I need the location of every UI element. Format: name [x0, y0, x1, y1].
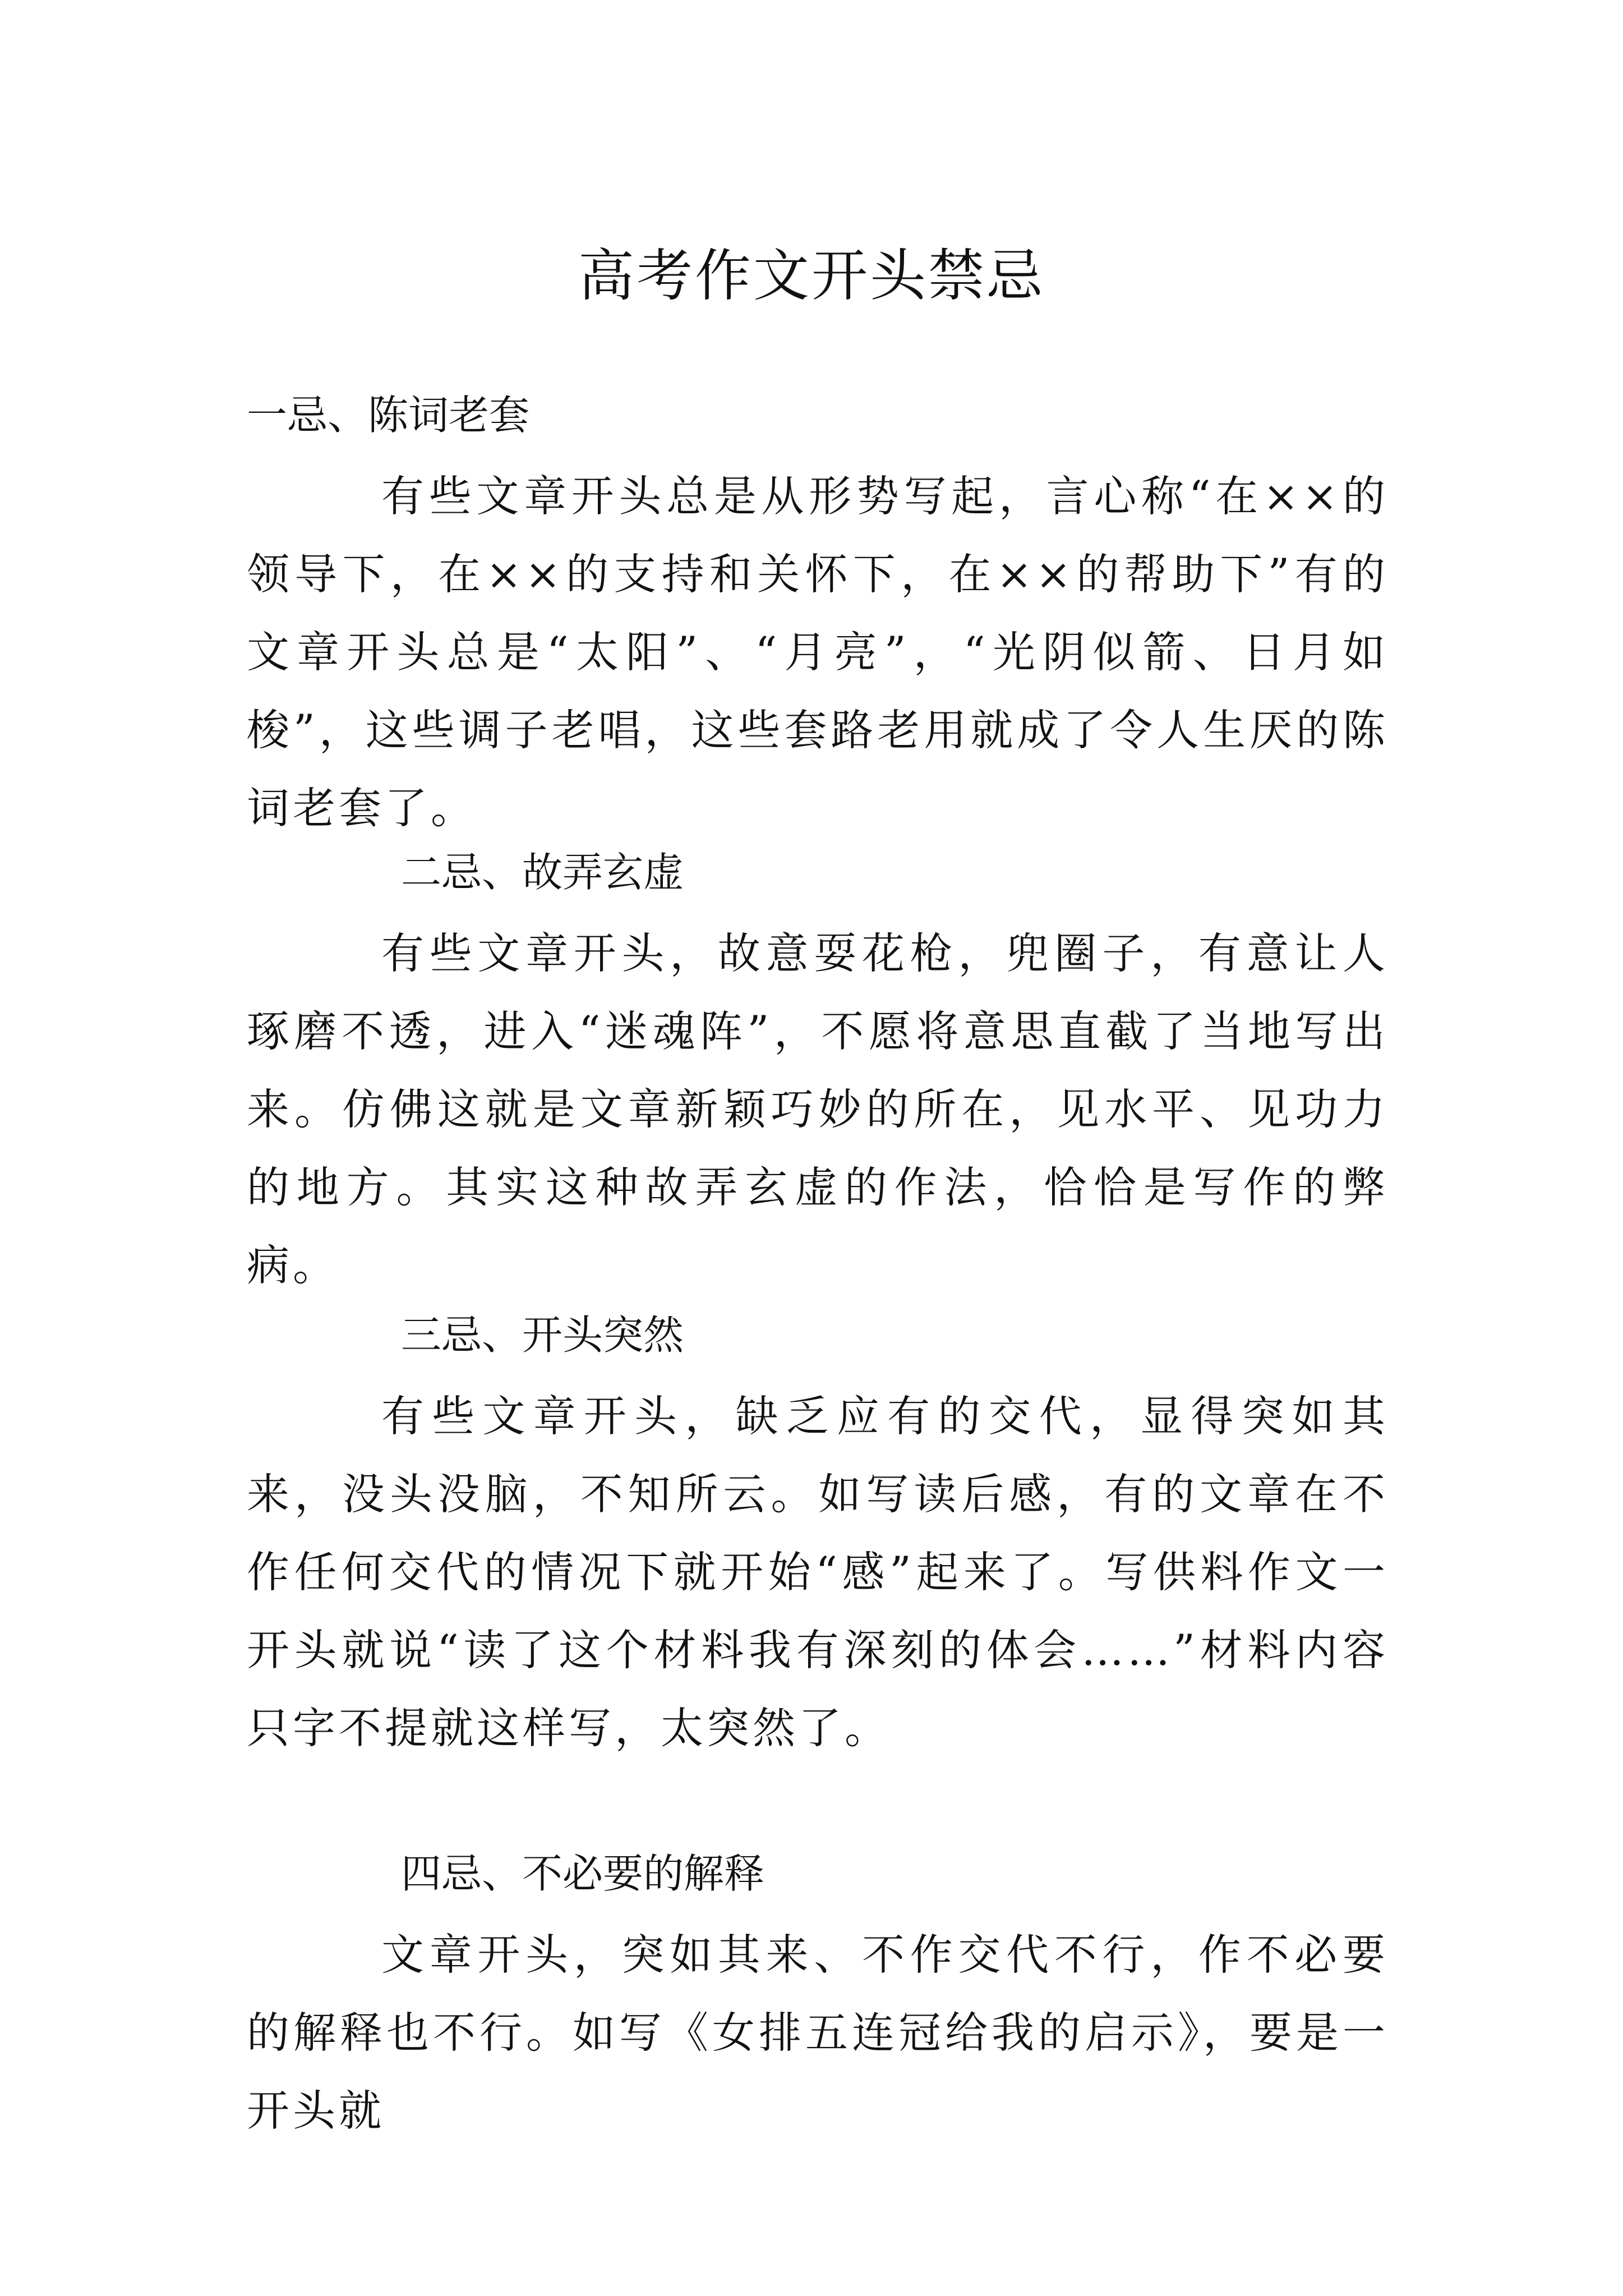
section-body-2: 有些文章开头，故意耍花枪，兜圈子，有意让人琢磨不透，进入“迷魂阵”，不愿将意思直截了当地写出来。仿佛这就是文章新颖巧妙的所在，见水平、见功力的地方。其实这种故弄玄虚的作法，恰恰是写作的弊病。	[247, 928, 1389, 1290]
section-heading-1: 一忌、陈词老套	[247, 392, 530, 439]
section-heading-4: 四忌、不必要的解释	[401, 1850, 765, 1897]
section-heading-3: 三忌、开头突然	[401, 1312, 684, 1359]
section-heading-2: 二忌、故弄玄虚	[401, 849, 684, 896]
section-body-3: 有些文章开头，缺乏应有的交代，显得突如其来，没头没脑，不知所云。如写读后感，有的文章在不作任何交代的情况下就开始“感”起来了。写供料作文一开头就说“读了这个材料我有深刻的体会……”材料内容只字不提就这样写，太突然了。	[247, 1391, 1389, 1753]
section-body-4: 文章开头，突如其来、不作交代不行，作不必要的解释也不行。如写《女排五连冠给我的启示》，要是一开头就	[247, 1930, 1389, 2136]
document-title: 高考作文开头禁忌	[578, 243, 1045, 309]
section-body-1: 有些文章开头总是从形势写起，言心称“在××的领导下，在××的支持和关怀下，在××的帮助下”有的文章开头总是“太阳”、“月亮”，“光阴似箭、日月如梭”，这些调子老唱，这些套路老用就成了令人生厌的陈词老套了。	[247, 471, 1389, 833]
